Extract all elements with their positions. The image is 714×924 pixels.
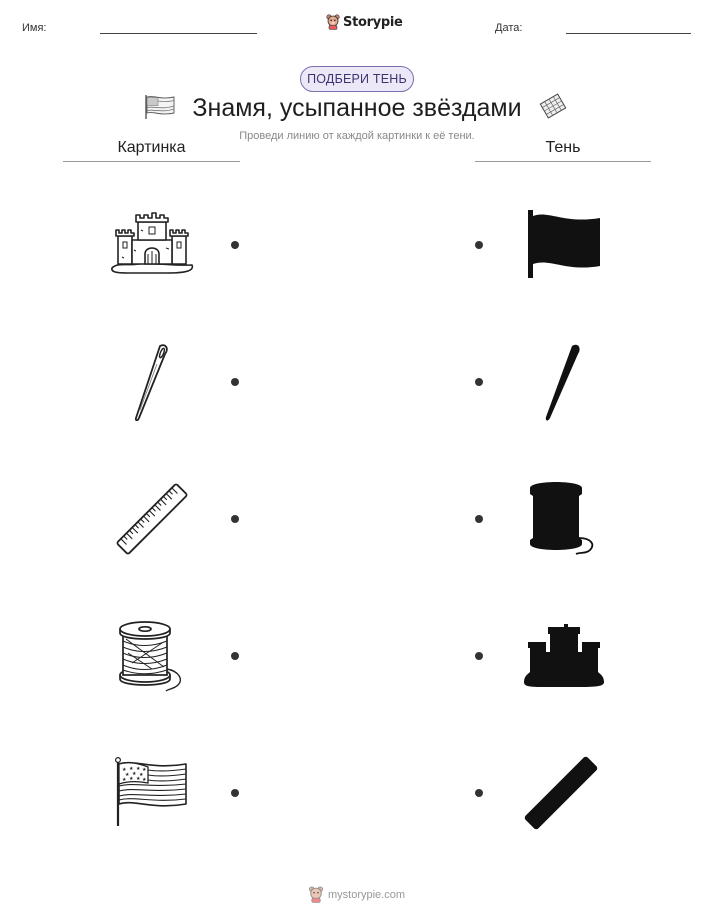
sandcastle-icon — [108, 210, 196, 276]
connect-dot-right-2[interactable] — [475, 378, 483, 386]
connect-dot-left-5[interactable] — [231, 789, 239, 797]
svg-text:★: ★ — [125, 772, 130, 778]
svg-text:★: ★ — [139, 772, 144, 778]
name-field[interactable] — [100, 33, 257, 34]
bear-mascot-footer-icon — [308, 886, 324, 903]
brand-name: Storypie — [343, 14, 403, 30]
sandcastle-shadow-icon — [520, 622, 606, 688]
column-divider-right — [475, 161, 651, 162]
svg-text:★: ★ — [136, 776, 141, 782]
connect-dot-left-2[interactable] — [231, 378, 239, 386]
folded-flag-decoration-icon — [538, 92, 568, 120]
needle-icon — [124, 340, 170, 424]
svg-text:★: ★ — [142, 777, 147, 783]
needle-shadow-icon — [538, 340, 584, 424]
column-header-pictures: Картинка — [117, 139, 186, 156]
svg-text:★: ★ — [142, 767, 147, 773]
thread-spool-icon — [112, 617, 188, 693]
activity-badge: ПОДБЕРИ ТЕНЬ — [300, 66, 414, 92]
svg-text:★: ★ — [129, 766, 134, 772]
column-header-shadows: Тень — [545, 139, 581, 156]
ruler-icon — [112, 480, 192, 558]
svg-text:★: ★ — [122, 767, 127, 773]
connect-dot-left-3[interactable] — [231, 515, 239, 523]
date-field[interactable] — [566, 33, 691, 34]
svg-text:★: ★ — [129, 776, 134, 782]
american-flag-icon — [112, 756, 190, 828]
date-label: Дата: — [495, 22, 523, 34]
footer — [308, 886, 405, 903]
brand-logo — [326, 14, 403, 30]
connect-dot-right-5[interactable] — [475, 789, 483, 797]
connect-dot-left-1[interactable] — [231, 241, 239, 249]
flag-shadow-icon — [524, 208, 604, 280]
worksheet-title: Знамя, усыпанное звёздами — [192, 94, 522, 122]
name-label: Имя: — [22, 22, 47, 34]
svg-text:★: ★ — [122, 777, 127, 783]
connect-dot-left-4[interactable] — [231, 652, 239, 660]
thread-spool-shadow-icon — [524, 480, 600, 556]
bear-mascot-icon — [326, 14, 340, 30]
connect-dot-right-4[interactable] — [475, 652, 483, 660]
svg-text:★: ★ — [136, 766, 141, 772]
column-divider-left — [63, 161, 240, 162]
connect-dot-right-1[interactable] — [475, 241, 483, 249]
footer-site-link[interactable]: mystorypie.com — [328, 888, 406, 901]
ruler-shadow-icon — [520, 754, 602, 832]
connect-dot-right-3[interactable] — [475, 515, 483, 523]
instructions: Проведи линию от каждой картинки к её тени. — [239, 130, 475, 142]
svg-text:★: ★ — [132, 771, 137, 777]
